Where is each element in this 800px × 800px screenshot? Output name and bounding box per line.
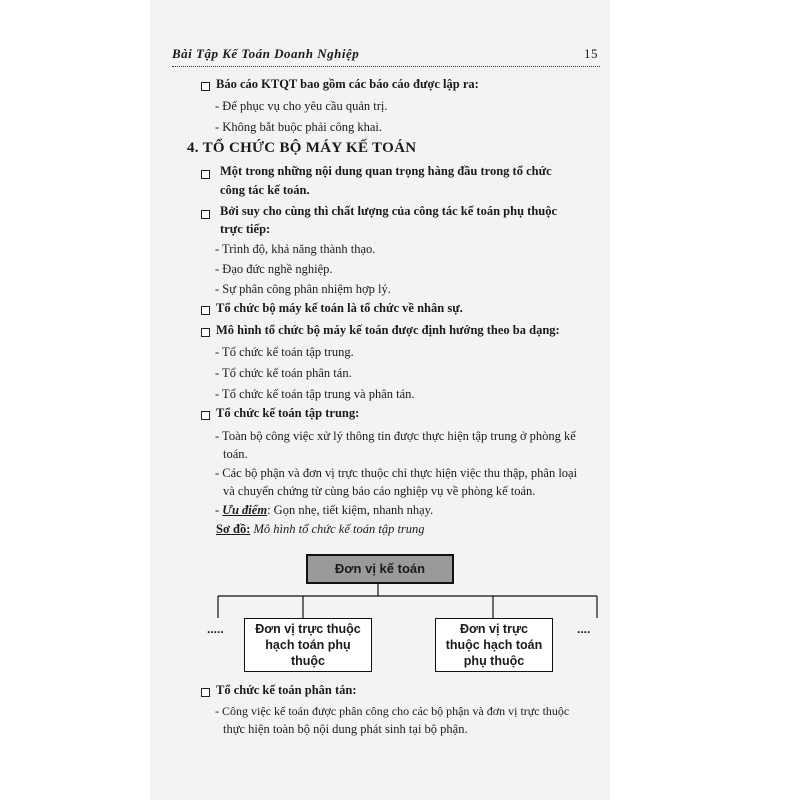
bullet-box-icon <box>201 210 210 219</box>
list-item: - Toàn bộ công việc xử lý thông tin được thực hiện tập trung ở phòng kế <box>215 429 576 443</box>
bullet-text: Bởi suy cho cùng thì chất lượng của công tác kế toán phụ thuộc <box>220 204 558 218</box>
section-heading: 4. TỔ CHỨC BỘ MÁY KẾ TOÁN <box>187 140 417 156</box>
bullet-box-icon <box>201 411 210 420</box>
bullet-text: Một trong những nội dung quan trọng hàng đầu trong tổ chức <box>220 164 552 178</box>
list-item: - Công việc kế toán được phân công cho các bộ phận và đơn vị trực thuộc <box>215 704 570 718</box>
page-number: 15 <box>584 46 598 61</box>
bullet-text: Báo cáo KTQT bao gồm các báo cáo được lập ra: <box>216 77 479 91</box>
bullet-text: Tổ chức bộ máy kế toán là tổ chức về nhân sự. <box>216 301 463 315</box>
list-item-continued: thực hiện toàn bộ nội dung phát sinh tại bộ phận. <box>223 722 468 736</box>
list-item: - Không bắt buộc phải công khai. <box>215 120 382 134</box>
list-item-continued: toán. <box>223 447 248 461</box>
list-item: - Đạo đức nghề nghiệp. <box>215 262 333 276</box>
list-item: - Tổ chức kế toán tập trung và phân tán. <box>215 387 415 401</box>
diagram-caption: Mô hình tổ chức kế toán tập trung <box>253 522 425 536</box>
list-item: - Ưu điểm: Gọn nhẹ, tiết kiệm, nhanh nhạy. <box>215 503 434 517</box>
ellipsis-right: .... <box>577 622 591 636</box>
box-line: Đơn vị trực <box>460 622 528 636</box>
box-line: Đơn vị trực thuộc <box>255 622 361 636</box>
bullet-text-continued: trực tiếp: <box>220 222 271 236</box>
bullet-text: Mô hình tổ chức bộ máy kế toán được định hướng theo ba dạng: <box>216 323 560 337</box>
list-item: - Sự phân công phân nhiệm hợp lý. <box>215 282 391 296</box>
box-line: thuộc hạch toán <box>445 638 543 652</box>
running-header-title: Bài Tập Kế Toán Doanh Nghiệp <box>172 46 360 61</box>
bullet-text: Tổ chức kế toán phân tán: <box>216 683 357 697</box>
advantage-label: Ưu điểm <box>222 503 268 517</box>
bullet-box-icon <box>201 328 210 337</box>
advantage-text: : Gọn nhẹ, tiết kiệm, nhanh nhạy. <box>267 503 434 517</box>
bullet-box-icon <box>201 82 210 91</box>
bullet-box-icon <box>201 306 210 315</box>
bullet-box-icon <box>201 688 210 697</box>
list-item-continued: và chuyển chứng từ cùng báo cáo nghiệp vụ về phòng kế toán. <box>223 484 536 498</box>
dependent-unit-box-right <box>435 618 553 672</box>
bullet-text-continued: công tác kế toán. <box>220 183 310 197</box>
bullet-text: Tổ chức kế toán tập trung: <box>216 406 360 420</box>
box-line: hạch toán phụ <box>265 638 351 652</box>
list-item: - Tổ chức kế toán tập trung. <box>215 345 354 359</box>
list-item: - Các bộ phận và đơn vị trực thuộc chỉ thực hiện việc thu thập, phân loại <box>215 466 578 480</box>
book-page <box>150 0 610 800</box>
dependent-unit-box-left <box>244 618 372 672</box>
running-header <box>172 44 600 67</box>
diagram-label: Sơ đồ: <box>216 522 251 536</box>
list-item: - Để phục vụ cho yêu cầu quản trị. <box>215 99 388 113</box>
ellipsis-left: ..... <box>207 622 224 636</box>
accounting-unit-box: Đơn vị kế toán <box>306 554 454 584</box>
diagram-title <box>216 522 425 537</box>
box-line: thuộc <box>290 654 326 668</box>
list-item: - Tổ chức kế toán phân tán. <box>215 366 352 380</box>
bullet-box-icon <box>201 170 210 179</box>
list-item: - Trình độ, khả năng thành thạo. <box>215 242 376 256</box>
box-line: phụ thuộc <box>463 654 525 668</box>
